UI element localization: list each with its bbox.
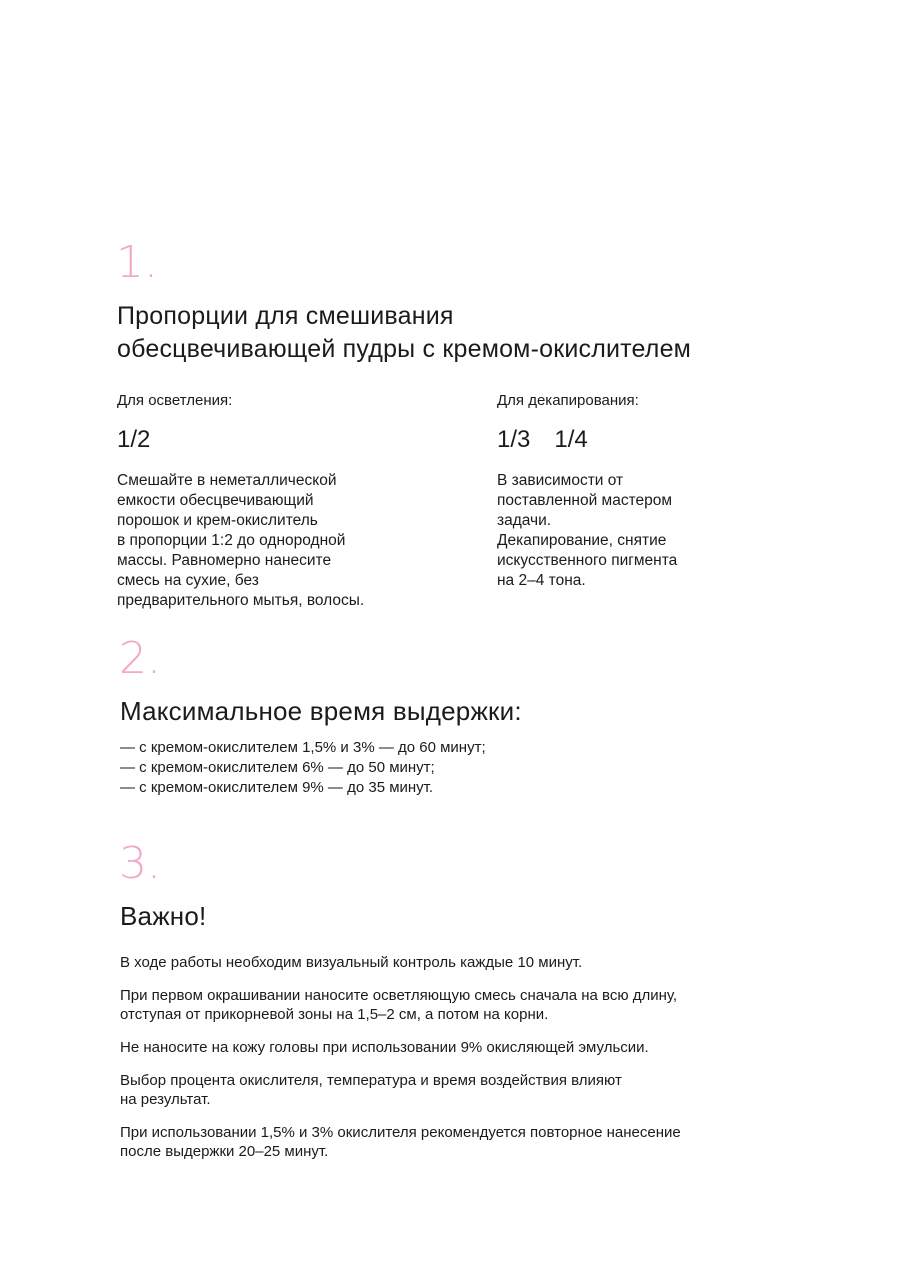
note-paragraph [120, 953, 860, 972]
text-line: предварительного мытья, волосы. [117, 592, 365, 609]
note-paragraph [120, 1123, 860, 1161]
exposure-time-list [120, 738, 486, 798]
ratio: 1/2 [117, 426, 151, 453]
note-paragraph [120, 1071, 860, 1109]
text-line: порошок и крем-окислитель [117, 512, 318, 529]
text-line: на 2–4 тона. [497, 572, 586, 589]
text-line: поставленной мастером [497, 492, 673, 509]
section-number: 3. [119, 838, 161, 889]
column-label: Для декапирования: [497, 392, 639, 409]
note-paragraph [120, 1038, 860, 1057]
heading-line: Пропорции для смешивания [117, 302, 454, 330]
text-line: В ходе работы необходим визуальный контроль каждые 10 минут. [120, 954, 583, 971]
instruction-text [497, 471, 837, 591]
section-number: 2. [119, 633, 161, 684]
note-paragraph [120, 986, 860, 1024]
text-line: искусственного пигмента [497, 552, 678, 569]
text-line: на результат. [120, 1091, 211, 1108]
list-item: — с кремом-окислителем 1,5% и 3% — до 60 минут; [120, 739, 486, 756]
heading-line: обесцвечивающей пудры с кремом-окислителем [117, 335, 692, 363]
text-line: Выбор процента окислителя, температура и время воздействия влияют [120, 1072, 622, 1089]
text-line: Смешайте в неметаллической [117, 472, 337, 489]
lightening-column [117, 392, 457, 611]
decapitation-column [497, 392, 837, 591]
column-label: Для осветления: [117, 392, 233, 409]
section-heading [117, 300, 691, 366]
text-line: в пропорции 1:2 до однородной [117, 532, 346, 549]
instruction-text [117, 471, 457, 611]
text-line: смесь на сухие, без [117, 572, 259, 589]
section-heading: Важно! [120, 901, 207, 931]
text-line: после выдержки 20–25 минут. [120, 1143, 329, 1160]
text-line: массы. Равномерно нанесите [117, 552, 332, 569]
ratio-value [117, 426, 457, 454]
ratio: 1/3 [497, 426, 531, 453]
section-number: 1. [116, 237, 158, 288]
list-item: — с кремом-окислителем 9% — до 35 минут. [120, 779, 434, 796]
ratio-values [497, 426, 837, 454]
section-heading: Максимальное время выдержки: [120, 696, 522, 726]
text-line: Декапирование, снятие [497, 532, 667, 549]
text-line: При первом окрашивании наносите осветляющую смесь сначала на всю длину, [120, 987, 678, 1004]
list-item: — с кремом-окислителем 6% — до 50 минут; [120, 759, 435, 776]
text-line: В зависимости от [497, 472, 624, 489]
text-line: задачи. [497, 512, 552, 529]
ratio: 1/4 [554, 426, 588, 453]
text-line: емкости обесцвечивающий [117, 492, 314, 509]
text-line: отступая от прикорневой зоны на 1,5–2 см, а потом на корни. [120, 1006, 549, 1023]
text-line: Не наносите на кожу головы при использовании 9% окисляющей эмульсии. [120, 1039, 649, 1056]
text-line: При использовании 1,5% и 3% окислителя рекомендуется повторное нанесение [120, 1124, 681, 1141]
important-notes [120, 953, 860, 1175]
